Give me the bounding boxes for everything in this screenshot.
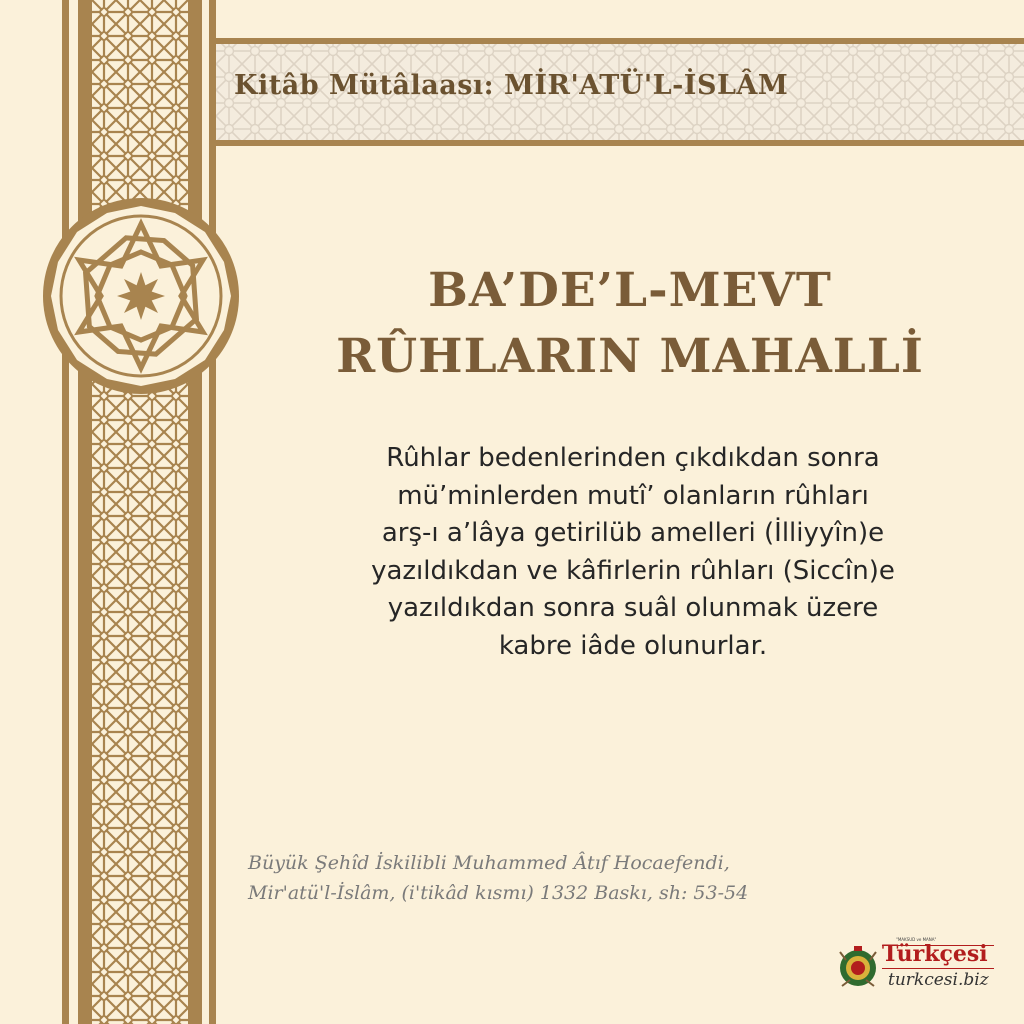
ottoman-emblem-icon <box>836 944 880 992</box>
citation-line-2: Mir'atü'l-İslâm, (i'tikâd kısmı) 1332 Baskı, sh: 53-54 <box>248 882 749 904</box>
body-line: Rûhlar bedenlerinden çıkdıkdan sonra <box>386 443 880 473</box>
lattice-pattern <box>92 0 188 1024</box>
logo-tagline: "MAKSUD ve MANA" <box>896 937 937 942</box>
medallion-icon <box>40 196 242 396</box>
header-border-top <box>216 38 1024 44</box>
article-title <box>250 258 1010 390</box>
body-line: kabre iâde olunurlar. <box>498 630 768 661</box>
logo-brand-name: Türkçesi <box>882 941 988 967</box>
body-line: yazıldıkdan sonra suâl olunmak üzere <box>387 593 879 623</box>
title-line-1: BA’DE’L-MEVT <box>428 263 832 318</box>
citation-line-1: Büyük Şehîd İskilibli Muhammed Âtıf Hocaefendi, <box>248 852 730 874</box>
article-body <box>258 440 1008 665</box>
body-line: arş-ı a’lâya getirilüb amelleri (İlliyyîn)e <box>381 518 885 548</box>
border-line-right <box>209 0 216 1024</box>
brand-logo <box>836 937 996 996</box>
logo-url: turkcesi.biz <box>888 970 989 990</box>
header-border-bottom <box>216 140 1024 146</box>
header-title: Kitâb Mütâlaası: MİR'ATÜ'L-İSLÂM <box>234 70 789 101</box>
body-line: yazıldıkdan ve kâfirlerin rûhları (Siccîn)e <box>371 555 895 586</box>
border-line-left <box>62 0 69 1024</box>
citation <box>248 848 888 908</box>
body-line: mü’minlerden mutî’ olanların rûhları <box>397 480 869 511</box>
title-line-2: RÛHLARIN MAHALLİ <box>336 329 924 384</box>
logo-rule <box>882 968 994 969</box>
